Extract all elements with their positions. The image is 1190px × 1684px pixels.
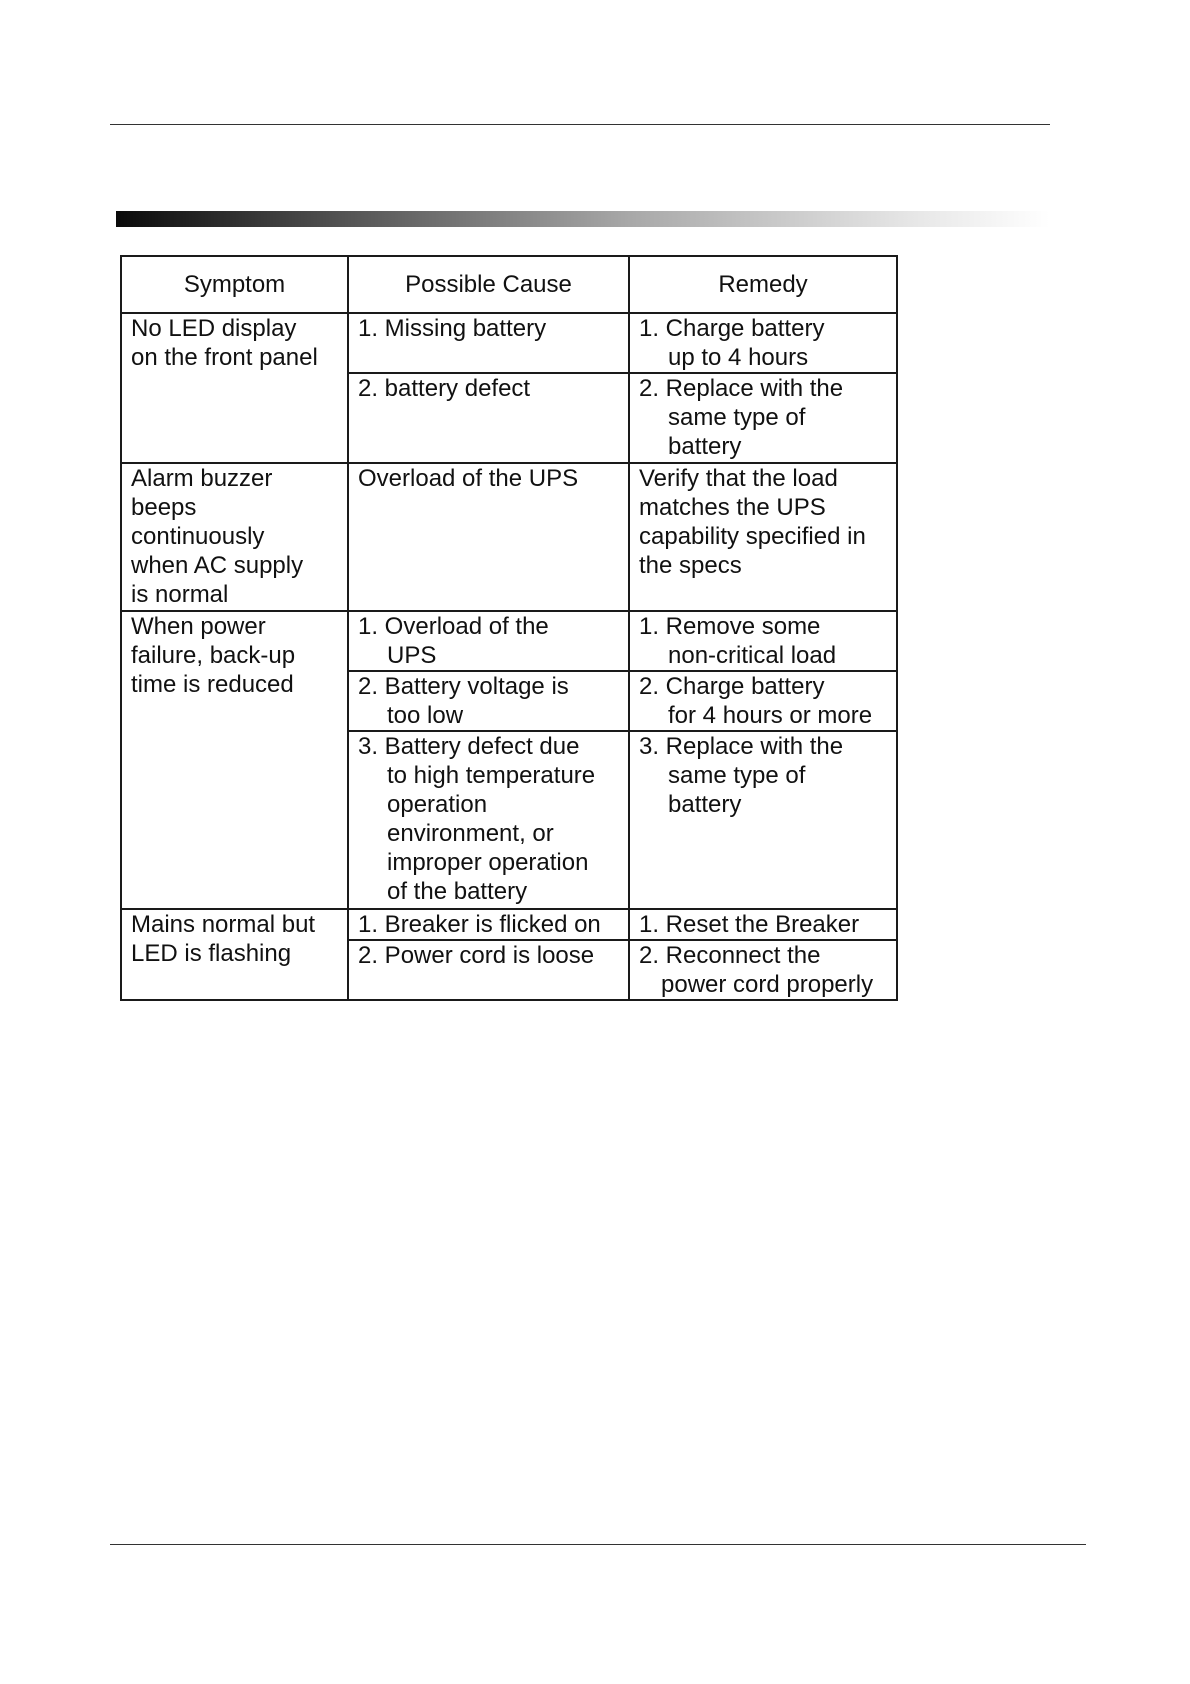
remedy-cell	[629, 373, 897, 463]
remedy-line: power cord properly	[661, 971, 874, 998]
remedy-cell	[629, 940, 897, 1000]
remedy-line: Verify that the load	[639, 465, 838, 492]
remedy-line: the specs	[639, 552, 742, 579]
symptom-cell	[121, 463, 348, 611]
table-row	[121, 463, 897, 611]
cause-line: 2. Battery voltage is	[358, 673, 569, 700]
remedy-line: battery	[668, 791, 742, 818]
cause-line: 2. Power cord is loose	[358, 942, 595, 969]
remedy-line: non-critical load	[668, 642, 837, 669]
cause-cell	[348, 463, 629, 611]
symptom-cell	[121, 611, 348, 909]
symptom-line: No LED display	[131, 315, 297, 342]
cause-line: to high temperature	[387, 762, 596, 789]
header-rule	[110, 124, 1050, 125]
remedy-cell	[629, 611, 897, 671]
cause-cell	[348, 313, 629, 373]
cause-cell	[348, 940, 629, 1000]
symptom-line: when AC supply	[131, 552, 304, 579]
remedy-line: battery	[668, 433, 742, 460]
symptom-cell	[121, 313, 348, 463]
remedy-line: same type of	[668, 404, 806, 431]
table-header-row	[121, 256, 897, 313]
cause-line: UPS	[387, 642, 437, 669]
symptom-line: continuously	[131, 523, 265, 550]
header-possible-cause: Possible Cause	[348, 256, 629, 313]
remedy-line: 1. Remove some	[639, 613, 821, 640]
table-row	[121, 611, 897, 671]
cause-cell	[348, 611, 629, 671]
table-row	[121, 313, 897, 373]
remedy-line: 1. Reset the Breaker	[639, 911, 860, 938]
cause-line: Overload of the UPS	[358, 465, 579, 492]
remedy-cell	[629, 731, 897, 909]
cause-line: operation	[387, 791, 488, 818]
cause-line: 1. Missing battery	[358, 315, 547, 342]
remedy-cell	[629, 671, 897, 731]
remedy-cell	[629, 463, 897, 611]
remedy-line: for 4 hours or more	[668, 702, 873, 729]
header-remedy: Remedy	[629, 256, 897, 313]
remedy-line: same type of	[668, 762, 806, 789]
cause-cell	[348, 671, 629, 731]
cause-cell	[348, 731, 629, 909]
remedy-line: 2. Reconnect the	[639, 942, 821, 969]
footer-rule	[110, 1544, 1086, 1545]
cause-line: 3. Battery defect due	[358, 733, 580, 760]
troubleshooting-table	[120, 255, 898, 1001]
symptom-line: beeps	[131, 494, 197, 521]
table-row	[121, 909, 897, 940]
symptom-cell	[121, 909, 348, 1000]
symptom-line: Mains normal but	[131, 911, 316, 938]
symptom-line: failure, back-up	[131, 642, 296, 669]
symptom-line: When power	[131, 613, 266, 640]
remedy-cell	[629, 909, 897, 940]
cause-line: environment, or	[387, 820, 554, 847]
cause-line: improper operation	[387, 849, 589, 876]
symptom-line: time is reduced	[131, 671, 294, 698]
remedy-cell	[629, 313, 897, 373]
section-gradient-bar	[116, 211, 1050, 227]
cause-line: of the battery	[387, 878, 528, 905]
remedy-line: up to 4 hours	[668, 344, 809, 371]
remedy-line: 1. Charge battery	[639, 315, 825, 342]
cause-line: 1. Overload of the	[358, 613, 549, 640]
symptom-line: Alarm buzzer	[131, 465, 273, 492]
symptom-line: on the front panel	[131, 344, 318, 371]
remedy-line: matches the UPS	[639, 494, 826, 521]
cause-line: too low	[387, 702, 464, 729]
cause-line: 1. Breaker is flicked on	[358, 911, 601, 938]
remedy-line: 3. Replace with the	[639, 733, 844, 760]
cause-line: 2. battery defect	[358, 375, 531, 402]
remedy-line: 2. Replace with the	[639, 375, 844, 402]
remedy-line: 2. Charge battery	[639, 673, 825, 700]
cause-cell	[348, 373, 629, 463]
header-symptom: Symptom	[121, 256, 348, 313]
symptom-line: LED is flashing	[131, 940, 292, 967]
remedy-line: capability specified in	[639, 523, 866, 550]
cause-cell	[348, 909, 629, 940]
symptom-line: is normal	[131, 581, 229, 608]
